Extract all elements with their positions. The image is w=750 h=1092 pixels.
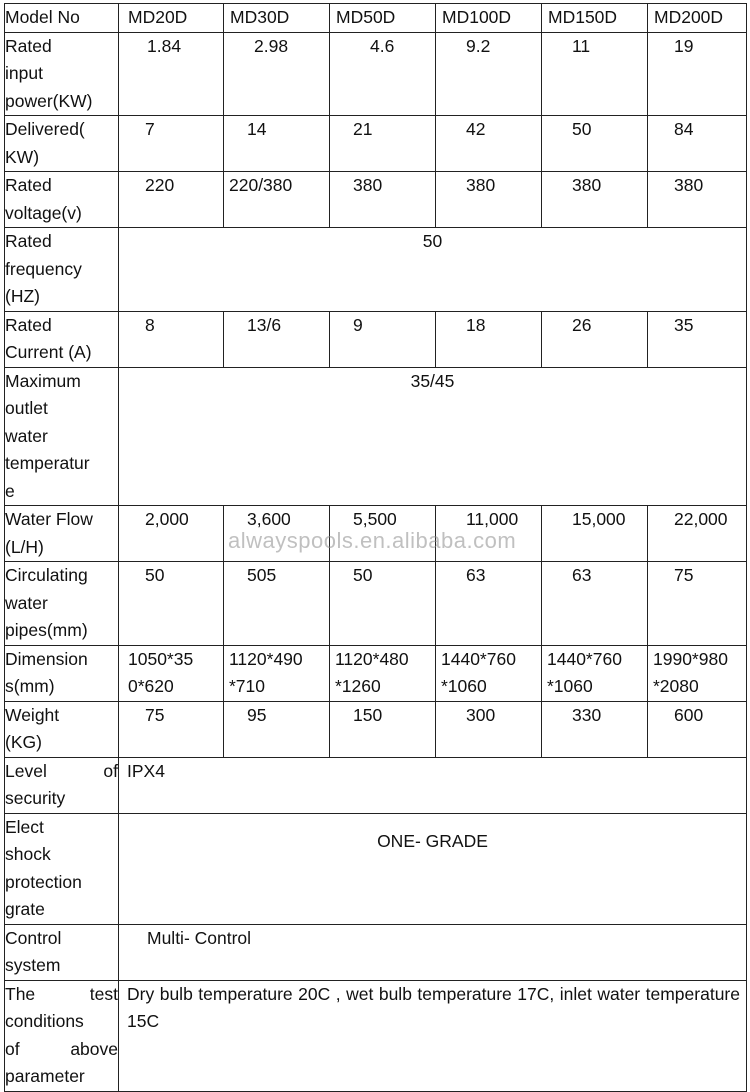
row-label: Rated frequency (HZ) — [5, 228, 119, 312]
spec-table — [4, 3, 747, 1092]
cell-value: 220 — [119, 172, 224, 228]
table-row — [5, 813, 747, 924]
cell-value: 380 — [648, 172, 747, 228]
table-row — [5, 506, 747, 562]
cell-value: 21 — [330, 116, 436, 172]
row-label: Rated input power(KW) — [5, 32, 119, 116]
header-label: Model No — [5, 4, 119, 33]
cell-value: 505 — [224, 562, 330, 646]
row-label: Weight (KG) — [5, 701, 119, 757]
cell-value: 50 — [542, 116, 648, 172]
header-model: MD150D — [542, 4, 648, 33]
cell-value: 330 — [542, 701, 648, 757]
cell-value: 9.2 — [436, 32, 542, 116]
merged-value: 50 — [119, 228, 747, 312]
merged-value: Multi- Control — [119, 924, 747, 980]
table-row — [5, 32, 747, 116]
table-row — [5, 367, 747, 506]
cell-value: 9 — [330, 311, 436, 367]
cell-value: 19 — [648, 32, 747, 116]
row-label: Maximum outlet water temperatur e — [5, 367, 119, 506]
cell-value: 26 — [542, 311, 648, 367]
table-row — [5, 701, 747, 757]
cell-value: 1120*480 *1260 — [330, 645, 436, 701]
header-model: MD200D — [648, 4, 747, 33]
watermark: alwayspools.en.alibaba.com — [228, 528, 517, 553]
cell-value: 95 — [224, 701, 330, 757]
table-row — [5, 116, 747, 172]
header-model: MD50D — [330, 4, 436, 33]
cell-value: 1.84 — [119, 32, 224, 116]
cell-value: 75 — [648, 562, 747, 646]
merged-value: IPX4 — [119, 757, 747, 813]
cell-value: 2,000 — [119, 506, 224, 562]
table-row — [5, 562, 747, 646]
row-label: Elect shock protection grate — [5, 813, 119, 924]
merged-value: 35/45 — [119, 367, 747, 506]
cell-value: 220/380 — [224, 172, 330, 228]
cell-value: 380 — [330, 172, 436, 228]
cell-value: 380 — [542, 172, 648, 228]
table-row — [5, 228, 747, 312]
cell-value: 2.98 — [224, 32, 330, 116]
table-row — [5, 924, 747, 980]
cell-value: 63 — [542, 562, 648, 646]
cell-value: 1050*35 0*620 — [119, 645, 224, 701]
row-label: Rated voltage(v) — [5, 172, 119, 228]
cell-value: 8 — [119, 311, 224, 367]
cell-value: 1440*760 *1060 — [542, 645, 648, 701]
table-row — [5, 757, 747, 813]
cell-value: 11,000 — [436, 506, 542, 562]
merged-value: ONE- GRADE — [119, 813, 747, 924]
cell-value: 7 — [119, 116, 224, 172]
cell-value: 75 — [119, 701, 224, 757]
row-label: Control system — [5, 924, 119, 980]
cell-value: 50 — [119, 562, 224, 646]
cell-value: 18 — [436, 311, 542, 367]
row-label: Delivered( KW) — [5, 116, 119, 172]
cell-value: 35 — [648, 311, 747, 367]
merged-value: Dry bulb temperature 20C , wet bulb temperature 17C, inlet water temperature 15C — [119, 980, 747, 1091]
cell-value: 1990*980 *2080 — [648, 645, 747, 701]
cell-value: 84 — [648, 116, 747, 172]
row-label: The test conditions of above parameter — [5, 980, 119, 1091]
header-model: MD100D — [436, 4, 542, 33]
cell-value: 22,000 — [648, 506, 747, 562]
cell-value: 63 — [436, 562, 542, 646]
header-row — [5, 4, 747, 33]
table-row — [5, 172, 747, 228]
table-row — [5, 311, 747, 367]
cell-value: 50 — [330, 562, 436, 646]
cell-value: 14 — [224, 116, 330, 172]
header-model: MD30D — [224, 4, 330, 33]
cell-value: 1440*760 *1060 — [436, 645, 542, 701]
row-label: Rated Current (A) — [5, 311, 119, 367]
cell-value: 380 — [436, 172, 542, 228]
cell-value: 13/6 — [224, 311, 330, 367]
table-row — [5, 645, 747, 701]
row-label: Circulating water pipes(mm) — [5, 562, 119, 646]
cell-value: 5,500 — [330, 506, 436, 562]
header-model: MD20D — [119, 4, 224, 33]
cell-value: 11 — [542, 32, 648, 116]
row-label: Water Flow (L/H) — [5, 506, 119, 562]
cell-value: 300 — [436, 701, 542, 757]
cell-value: 600 — [648, 701, 747, 757]
cell-value: 150 — [330, 701, 436, 757]
cell-value: 42 — [436, 116, 542, 172]
table-row — [5, 980, 747, 1091]
cell-value: 4.6 — [330, 32, 436, 116]
cell-value: 3,600 — [224, 506, 330, 562]
cell-value: 1120*490 *710 — [224, 645, 330, 701]
row-label: Level of security — [5, 757, 119, 813]
row-label: Dimension s(mm) — [5, 645, 119, 701]
cell-value: 15,000 — [542, 506, 648, 562]
